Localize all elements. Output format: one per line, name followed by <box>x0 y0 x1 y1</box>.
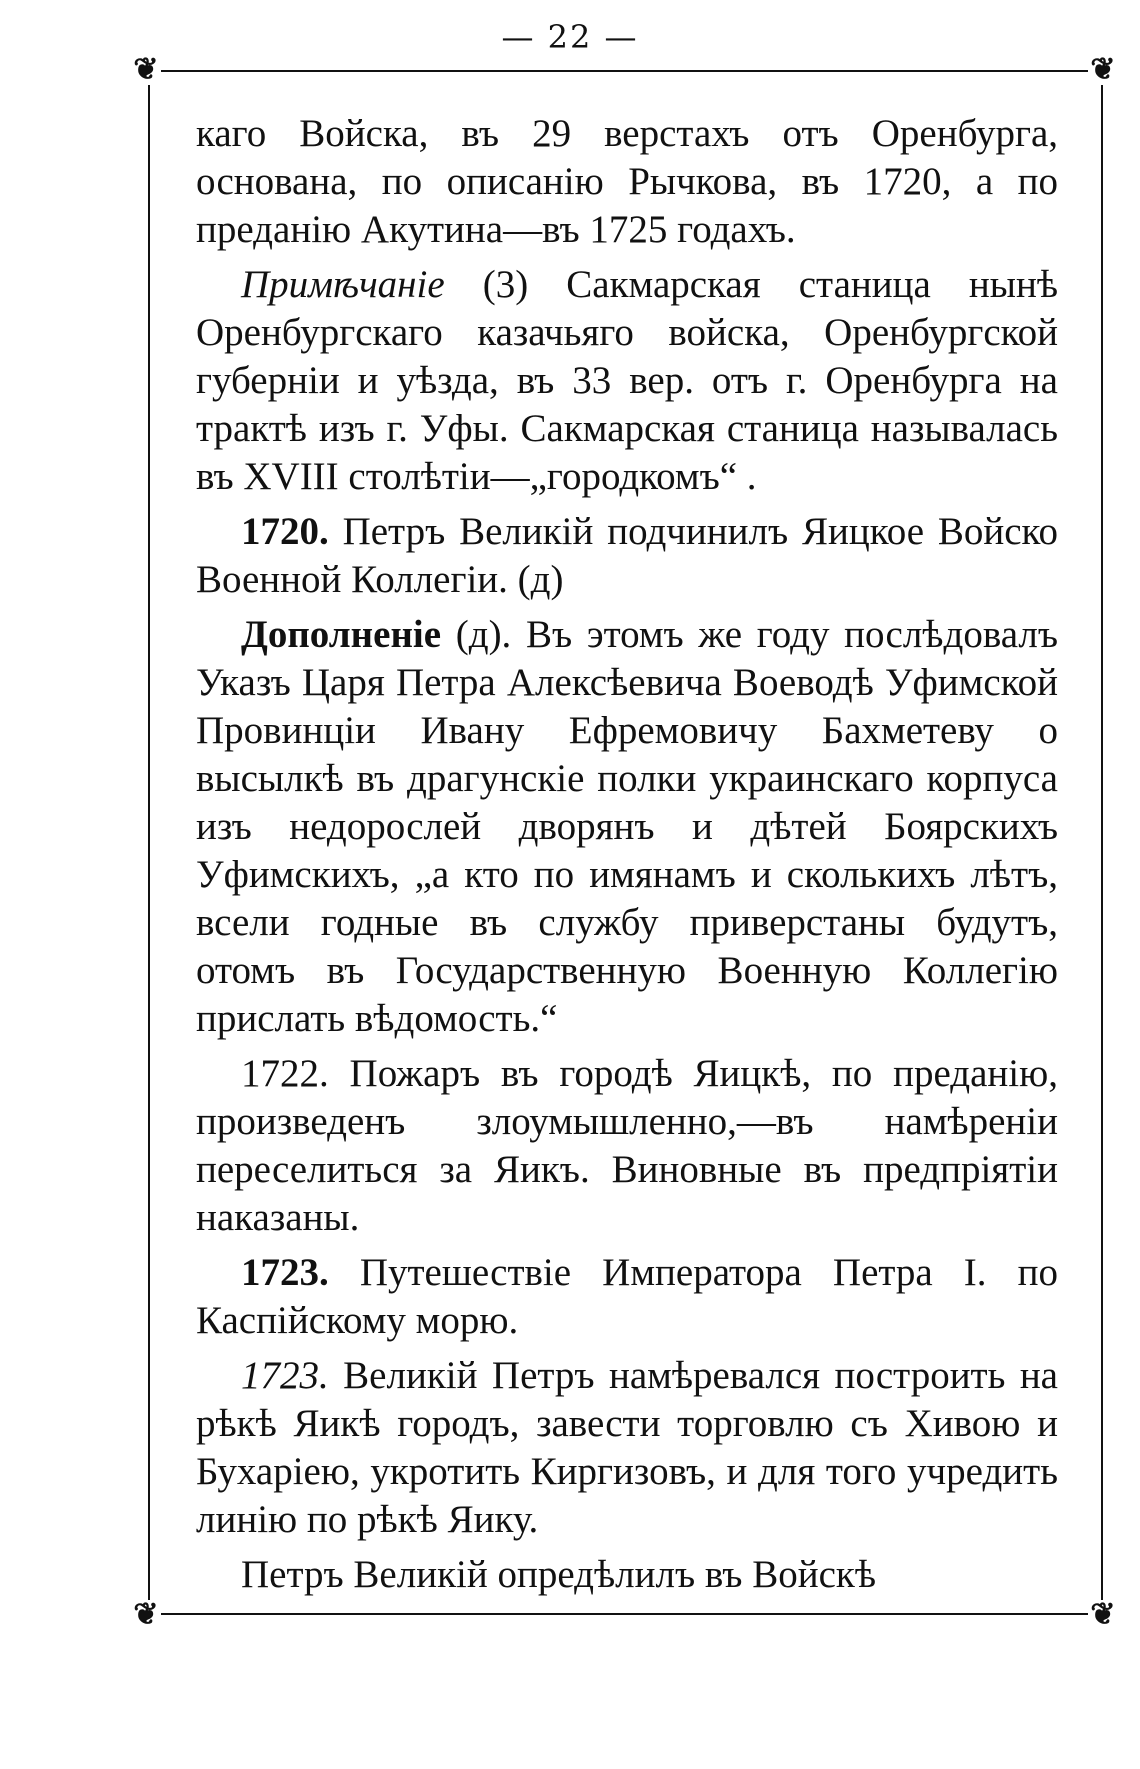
year-label: 1720. <box>241 510 329 553</box>
paragraph-addition <box>196 611 1058 1043</box>
paragraph-note <box>196 261 1058 501</box>
paragraph-1723-plans <box>196 1352 1058 1544</box>
paragraph-text: (д). Въ этомъ же году послѣдовалъ Указъ Царя Петра Алексѣевича Воеводѣ Уфимской Провинціи Ивану Ефремовичу Бахметеву о высылкѣ въ драгунскіе полки украинскаго корпуса изъ недорослей дворянъ и дѣтей Боярскихъ Уфимскихъ, „а кто по имянамъ и сколькихъ лѣтъ, всели годные въ службу приверстаны будутъ, отомъ въ Государственную Военную Коллегію прислать вѣдомость.“ <box>196 613 1058 1040</box>
year-label: 1723. <box>241 1251 329 1294</box>
paragraph-1723-voyage <box>196 1249 1058 1345</box>
paragraph-text: каго Войска, въ 29 верстахъ отъ Оренбурга, основана, по описанію Рычкова, въ 1720, а по преданію Акутина—въ 1725 годахъ. <box>196 112 1058 251</box>
page-number: — 22 — <box>501 18 639 56</box>
paragraph-1722 <box>196 1050 1058 1242</box>
year-label: 1722. <box>241 1052 329 1095</box>
year-label: 1723. <box>241 1354 329 1397</box>
paragraph-text: Путешествіе Императора Петра I. по Каспійскому морю. <box>196 1251 1058 1342</box>
corner-ornament-bottom-left: ❦ <box>131 1600 161 1630</box>
paragraph-text: Великій Петръ намѣревался построить на рѣкѣ Яикѣ городъ, завести торговлю съ Хивою и Бухаріею, укротить Киргизовъ, и для того учредить линію по рѣкѣ Яику. <box>196 1354 1058 1541</box>
corner-ornament-bottom-right: ❦ <box>1088 1600 1118 1630</box>
corner-ornament-top-right: ❦ <box>1088 55 1118 85</box>
paragraph-continuation <box>196 110 1058 254</box>
corner-ornament-top-left: ❦ <box>131 55 161 85</box>
paragraph-text: Петръ Великій опредѣлилъ въ Войскѣ <box>241 1553 877 1596</box>
paragraph-text: (3) Сакмарская станица нынѣ Оренбургскаго казачьяго войска, Оренбургской губерніи и уѣзда, въ 33 вер. отъ г. Оренбурга на трактѣ изъ г. Уфы. Сакмарская станица называлась въ XVIII столѣтіи—„городкомъ“ . <box>196 263 1058 498</box>
note-label: Примѣчаніе <box>241 263 445 306</box>
paragraph-text: Пожаръ въ городѣ Яицкѣ, по преданію, произведенъ злоумышленно,—въ намѣреніи переселиться за Яикъ. Виновные въ предпріятіи наказаны. <box>196 1052 1058 1239</box>
paragraph-1720 <box>196 508 1058 604</box>
paragraph-text: Петръ Великій подчинилъ Яицкое Войско Военной Коллегіи. (д) <box>196 510 1058 601</box>
addition-label: Дополненіе <box>241 613 442 656</box>
body-text <box>196 110 1058 1606</box>
paragraph-final <box>196 1551 1058 1599</box>
